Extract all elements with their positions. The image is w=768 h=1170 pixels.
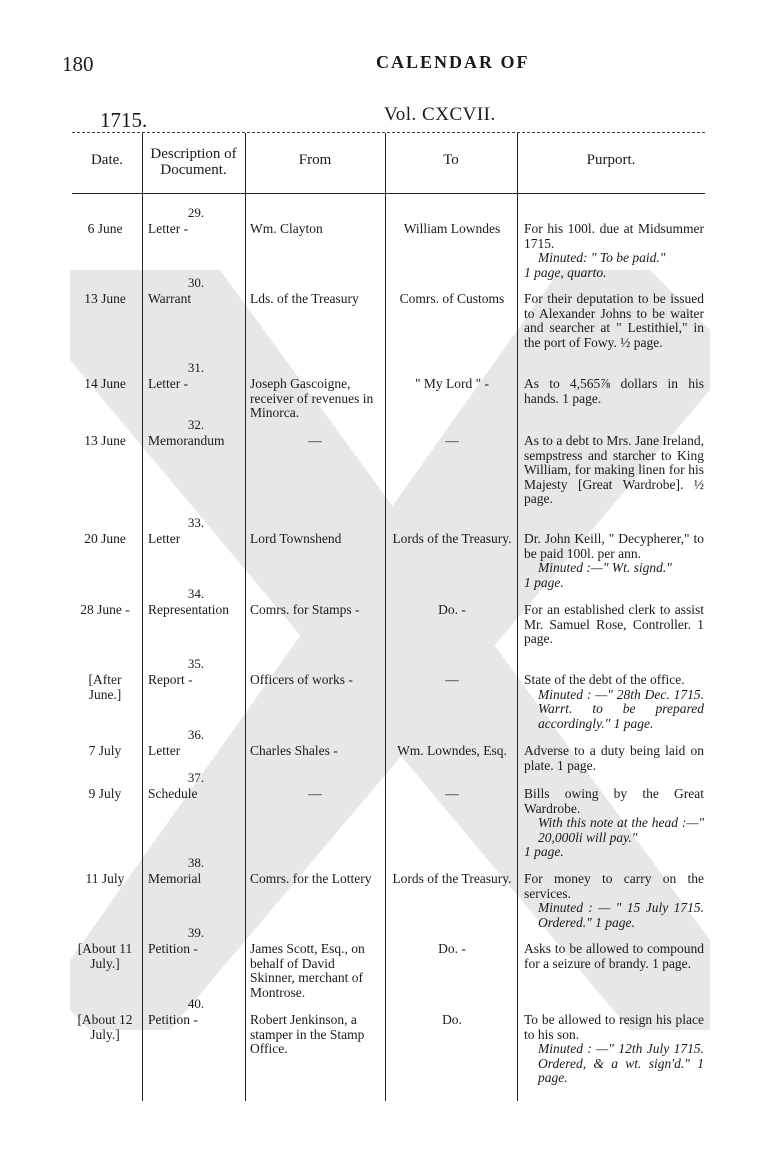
entry-date: 9 July	[88, 786, 122, 801]
purport-text: As to 4,565⅞ dollars in his hands. 1 page.	[524, 376, 704, 406]
purport-minute: Minuted : — " 15 July 1715. Ordered." 1 page.	[538, 900, 704, 930]
purport-extent: 1 page.	[524, 574, 564, 590]
volume-label: Vol. CXCVII.	[384, 104, 496, 125]
entry-date: [About 11 July.]	[77, 941, 133, 971]
column-divider	[385, 133, 386, 1101]
purport-text: To be allowed to resign his place to his son.	[524, 1012, 704, 1042]
entry-number: 36.	[187, 727, 205, 742]
entry-number: 29.	[187, 205, 205, 220]
entry-date: [After June.]	[88, 672, 122, 702]
entry-to: —	[445, 672, 459, 687]
entry-from: Officers of works -	[250, 672, 353, 687]
entry-to: Lords of the Treasury.	[392, 871, 512, 886]
entry-from: Wm. Clayton	[250, 221, 323, 236]
entry-description: Letter -	[148, 221, 189, 236]
entry-from: Joseph Gascoigne, receiver of revenues in Minorca.	[250, 376, 374, 420]
entry-purport	[524, 787, 704, 860]
purport-minute: Minuted : —" 28th Dec. 1715. Warrt. to be prepared accordingly." 1 page.	[538, 686, 704, 731]
entry-number: 33.	[187, 515, 205, 530]
entry-number: 40.	[187, 996, 205, 1011]
entry-from: James Scott, Esq., on behalf of David Skinner, merchant of Montrose.	[250, 941, 365, 1000]
entry-from: —	[308, 786, 322, 801]
entry-from: Comrs. for the Lottery	[250, 871, 372, 886]
entry-purport	[524, 222, 704, 280]
entry-description: Petition -	[148, 1012, 198, 1027]
entry-date: 14 June	[84, 376, 126, 391]
entry-number: 32.	[187, 417, 205, 432]
entry-date: 28 June -	[80, 602, 130, 617]
column-divider	[517, 133, 518, 1101]
entry-date: 20 June	[84, 531, 126, 546]
entry-number: 31.	[187, 360, 205, 375]
entry-date: 6 June	[87, 221, 123, 236]
entry-date: 13 June	[84, 291, 126, 306]
purport-text: Adverse to a duty being laid on plate. 1 page.	[524, 743, 704, 773]
running-head: CALENDAR OF	[376, 52, 530, 72]
column-header-purport: Purport.	[586, 152, 636, 168]
entry-date: [About 12 July.]	[77, 1012, 133, 1042]
entry-description: Petition -	[148, 941, 198, 956]
purport-minute: Minuted : —" 12th July 1715. Ordered, & a wt. sign'd." 1 page.	[538, 1041, 704, 1085]
entry-to: Do. -	[438, 602, 466, 617]
entry-description: Schedule	[148, 786, 198, 801]
top-rule	[72, 132, 705, 133]
entry-to: Wm. Lowndes, Esq.	[397, 743, 507, 758]
entry-date: 7 July	[88, 743, 122, 758]
column-header-date: Date.	[90, 152, 124, 168]
purport-text: For their deputation to be issued to Alexander Johns to be waiter and searcher at " Lestithiel," in the port of Fowy. ½ page.	[524, 291, 704, 350]
page-number: 180	[62, 52, 94, 76]
entry-purport	[524, 292, 704, 350]
entry-description: Memorandum	[148, 433, 225, 448]
purport-text: For his 100l. due at Midsummer 1715.	[524, 221, 704, 251]
entry-from: —	[308, 433, 322, 448]
purport-minute: Minuted :—" Wt. signd."	[538, 560, 672, 575]
purport-text: Bills owing by the Great Wardrobe.	[524, 786, 704, 816]
purport-text: As to a debt to Mrs. Jane Ireland, sempstress and starcher to King William, for making linen for his Majesty [Great Wardrobe]. ½ page.	[524, 433, 704, 506]
entry-number: 38.	[187, 855, 205, 870]
purport-minute: Minuted: " To be paid."	[538, 250, 666, 265]
entry-description: Letter -	[148, 376, 189, 391]
column-header-description-line2: Document.	[160, 162, 227, 178]
entry-number: 39.	[187, 925, 205, 940]
header-rule	[72, 193, 705, 194]
entry-description: Memorial	[148, 871, 202, 886]
purport-text: For money to carry on the services.	[524, 871, 704, 901]
entry-purport	[524, 942, 704, 971]
column-header-description-line1: Description of	[150, 146, 237, 162]
entry-purport	[524, 744, 704, 773]
column-divider	[245, 133, 246, 1101]
entry-from: Charles Shales -	[250, 743, 338, 758]
entry-to: Do. -	[438, 941, 466, 956]
entry-number: 30.	[187, 275, 205, 290]
entry-purport	[524, 377, 704, 406]
entry-description: Letter	[148, 743, 181, 758]
entry-purport	[524, 673, 704, 731]
entry-purport	[524, 434, 704, 507]
year-label: 1715.	[100, 108, 148, 132]
entry-to: Lords of the Treasury.	[392, 531, 512, 546]
entry-purport	[524, 872, 704, 930]
purport-extent: 1 page.	[524, 844, 564, 859]
entry-from: Lds. of the Treasury	[250, 291, 359, 306]
purport-minute: With this note at the head :—" 20,000li will pay."	[538, 815, 704, 845]
entry-to: Comrs. of Customs	[399, 291, 505, 306]
entry-to: William Lowndes	[403, 221, 501, 236]
purport-text: State of the debt of the office.	[524, 672, 685, 687]
entry-description: Report -	[148, 672, 193, 687]
entry-number: 37.	[187, 770, 205, 785]
column-header-to: To	[443, 152, 459, 168]
purport-text: Asks to be allowed to compound for a seizure of brandy. 1 page.	[524, 941, 704, 971]
entry-description: Warrant	[148, 291, 192, 306]
column-header-from: From	[298, 152, 332, 168]
purport-text: For an established clerk to assist Mr. Samuel Rose, Controller. 1 page.	[524, 602, 704, 646]
entry-to: Do.	[442, 1012, 462, 1027]
entry-from: Comrs. for Stamps -	[250, 602, 360, 617]
entry-from: Lord Townshend	[250, 531, 342, 546]
entry-to: —	[445, 786, 459, 801]
purport-extent: 1 page, quarto.	[524, 264, 607, 280]
entry-purport	[524, 532, 704, 590]
entry-purport	[524, 603, 704, 647]
entry-date: 13 June	[84, 433, 126, 448]
entry-number: 35.	[187, 656, 205, 671]
entry-description: Letter	[148, 531, 181, 546]
purport-text: Dr. John Keill, " Decypherer," to be paid 100l. per ann.	[524, 531, 704, 561]
entry-purport	[524, 1013, 704, 1086]
entry-to: —	[445, 433, 459, 448]
entry-to: " My Lord " -	[414, 376, 489, 391]
entry-date: 11 July	[85, 871, 125, 886]
column-header-description	[142, 146, 245, 178]
entry-number: 34.	[187, 586, 205, 601]
entry-description: Representation	[148, 602, 229, 617]
entry-from: Robert Jenkinson, a stamper in the Stamp Office.	[250, 1012, 365, 1056]
column-divider	[142, 133, 143, 1101]
